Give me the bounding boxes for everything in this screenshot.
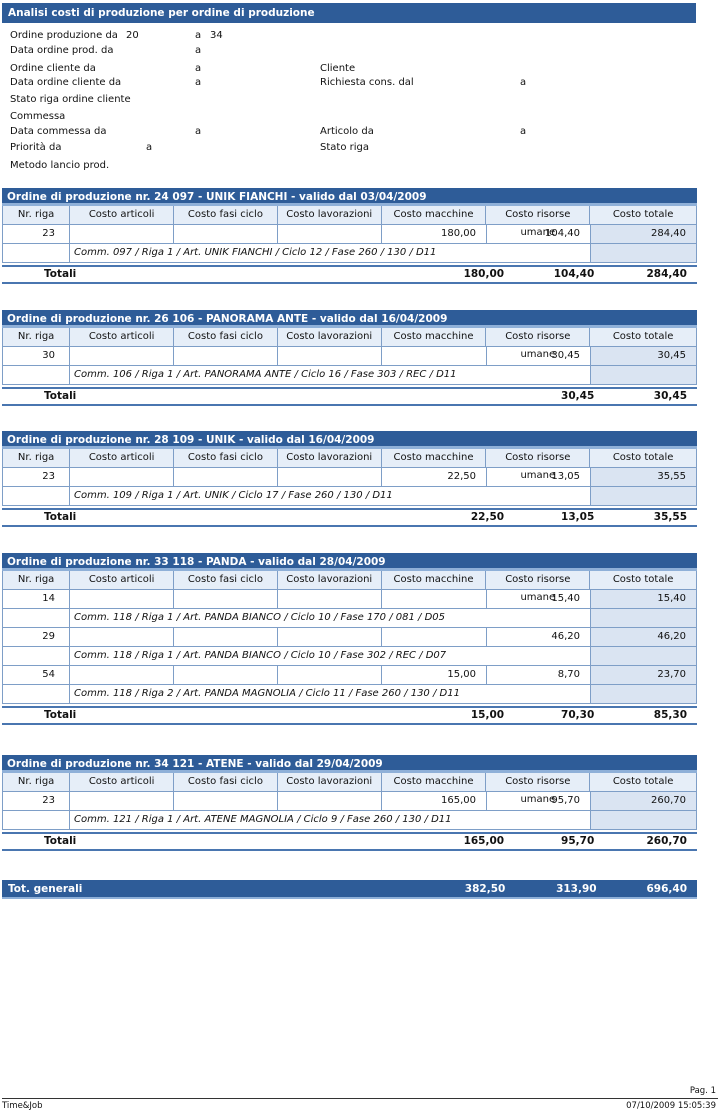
- report-title: Analisi costi di produzione per ordine di produzione: [2, 3, 696, 23]
- totals-macchine: [424, 389, 514, 404]
- filter-label: a: [195, 30, 202, 41]
- filter-label: a: [195, 45, 202, 56]
- filter-label: a: [195, 77, 202, 88]
- cell-risorse: 13,05: [486, 468, 590, 487]
- column-header: Costo articoli: [69, 449, 173, 467]
- column-header: Costo macchine: [381, 773, 486, 791]
- cell-totale: 23,70: [590, 666, 697, 685]
- cell-articoli: [69, 225, 173, 244]
- column-header: Costo articoli: [69, 206, 173, 224]
- desc-total-cell: [590, 487, 697, 506]
- column-header: Nr. riga: [2, 773, 69, 791]
- cell-lavorazioni: [277, 225, 381, 244]
- cell-fasi: [173, 590, 277, 609]
- desc-total-cell: [590, 609, 697, 628]
- filter-label: a: [146, 142, 153, 153]
- cell-totale: 46,20: [590, 628, 697, 647]
- cell-macchine: 165,00: [381, 792, 486, 811]
- desc-text: Comm. 118 / Riga 1 / Art. PANDA BIANCO / Ciclo 10 / Fase 170 / 081 / D05: [69, 609, 590, 628]
- desc-spacer: [2, 366, 69, 385]
- order-section: [2, 755, 697, 851]
- cell-macchine: [381, 347, 486, 366]
- desc-total-cell: [590, 647, 697, 666]
- desc-text: Comm. 097 / Riga 1 / Art. UNIK FIANCHI / Ciclo 12 / Fase 260 / 130 / D11: [69, 244, 590, 263]
- cell-nr: 54: [2, 666, 69, 685]
- desc-text: Comm. 118 / Riga 2 / Art. PANDA MAGNOLIA / Ciclo 11 / Fase 260 / 130 / D11: [69, 685, 590, 704]
- row-description: [2, 811, 697, 830]
- cell-lavorazioni: [277, 792, 381, 811]
- cell-totale: 284,40: [590, 225, 697, 244]
- totals-label: Totali: [44, 835, 77, 847]
- filter-label: Data commessa da: [10, 126, 107, 137]
- cell-macchine: [381, 628, 486, 647]
- order-section: [2, 310, 697, 406]
- cell-risorse: 30,45: [486, 347, 590, 366]
- grand-total-totale: 696,40: [646, 883, 688, 895]
- desc-spacer: [2, 609, 69, 628]
- column-header: Nr. riga: [2, 449, 69, 467]
- order-header: Ordine di produzione nr. 24 097 - UNIK FIANCHI - valido dal 03/04/2009: [2, 188, 697, 206]
- desc-total-cell: [590, 366, 697, 385]
- column-header: Costo fasi ciclo: [173, 328, 277, 346]
- cell-risorse: 104,40: [486, 225, 590, 244]
- order-header: Ordine di produzione nr. 34 121 - ATENE - valido dal 29/04/2009: [2, 755, 697, 773]
- cell-macchine: [381, 590, 486, 609]
- table-row: [2, 468, 697, 487]
- filter-label: Articolo da: [320, 126, 374, 137]
- totals-macchine: 180,00: [463, 268, 505, 280]
- grand-total-risorse: 313,90: [556, 883, 597, 895]
- totals-risorse: 95,70: [561, 835, 595, 847]
- desc-total-cell: [590, 811, 697, 830]
- column-header: Costo lavorazioni: [277, 773, 381, 791]
- column-header: Costo fasi ciclo: [173, 206, 277, 224]
- filter-value: 34: [210, 30, 223, 41]
- cell-risorse: 15,40: [486, 590, 590, 609]
- desc-spacer: [2, 244, 69, 263]
- column-header: Costo lavorazioni: [277, 449, 381, 467]
- cell-totale: 260,70: [590, 792, 697, 811]
- column-header: Costo macchine: [381, 328, 486, 346]
- filter-label: Cliente: [320, 63, 356, 74]
- filter-label: Stato riga ordine cliente: [10, 94, 131, 105]
- page-number: Pag. 1: [689, 1086, 716, 1096]
- column-header: Costo risorse umane: [485, 328, 589, 346]
- cell-nr: 30: [2, 347, 69, 366]
- grand-total-label: Tot. generali: [8, 883, 83, 895]
- totals-row: [2, 706, 697, 725]
- cell-fasi: [173, 225, 277, 244]
- order-section: [2, 553, 697, 725]
- desc-spacer: [2, 487, 69, 506]
- cell-totale: 35,55: [590, 468, 697, 487]
- column-header: Costo fasi ciclo: [173, 449, 277, 467]
- column-header: Costo totale: [589, 571, 697, 589]
- filter-label: a: [520, 77, 527, 88]
- grand-total-row: [2, 880, 697, 899]
- row-description: [2, 609, 697, 628]
- table-row: [2, 792, 697, 811]
- totals-risorse: 70,30: [561, 709, 595, 721]
- cell-articoli: [69, 347, 173, 366]
- totals-row: [2, 387, 697, 406]
- totals-row: [2, 265, 697, 284]
- totals-label: Totali: [44, 390, 77, 402]
- cell-articoli: [69, 792, 173, 811]
- cell-nr: 23: [2, 225, 69, 244]
- filter-label: Priorità da: [10, 142, 62, 153]
- totals-row: [2, 508, 697, 527]
- totals-label: Totali: [44, 268, 77, 280]
- column-header: Costo macchine: [381, 206, 486, 224]
- totals-risorse: 13,05: [561, 511, 595, 523]
- cell-nr: 29: [2, 628, 69, 647]
- totals-risorse: 104,40: [553, 268, 595, 280]
- cell-macchine: 22,50: [381, 468, 486, 487]
- row-description: [2, 685, 697, 704]
- row-description: [2, 366, 697, 385]
- column-header: Costo macchine: [381, 449, 486, 467]
- table-row: [2, 347, 697, 366]
- filter-label: Ordine produzione da: [10, 30, 118, 41]
- column-header: Costo fasi ciclo: [173, 571, 277, 589]
- filter-label: a: [195, 63, 202, 74]
- desc-total-cell: [590, 685, 697, 704]
- cell-nr: 23: [2, 792, 69, 811]
- filter-label: Stato riga: [320, 142, 369, 153]
- table-row: [2, 628, 697, 647]
- cell-fasi: [173, 628, 277, 647]
- cell-fasi: [173, 792, 277, 811]
- cell-articoli: [69, 666, 173, 685]
- desc-spacer: [2, 685, 69, 704]
- cell-risorse: 95,70: [486, 792, 590, 811]
- column-header: Costo lavorazioni: [277, 328, 381, 346]
- row-description: [2, 647, 697, 666]
- desc-text: Comm. 109 / Riga 1 / Art. UNIK / Ciclo 17 / Fase 260 / 130 / D11: [69, 487, 590, 506]
- footer-divider: [2, 1098, 718, 1099]
- table-row: [2, 666, 697, 685]
- desc-text: Comm. 118 / Riga 1 / Art. PANDA BIANCO / Ciclo 10 / Fase 302 / REC / D07: [69, 647, 590, 666]
- totals-totale: 284,40: [646, 268, 687, 280]
- cell-lavorazioni: [277, 347, 381, 366]
- column-header: Costo totale: [589, 206, 697, 224]
- column-header: Nr. riga: [2, 571, 69, 589]
- totals-spacer: [156, 834, 424, 849]
- totals-macchine: 15,00: [470, 709, 505, 721]
- cell-nr: 14: [2, 590, 69, 609]
- filter-label: a: [520, 126, 527, 137]
- totals-spacer: [156, 510, 424, 525]
- column-header: Costo articoli: [69, 773, 173, 791]
- cell-lavorazioni: [277, 590, 381, 609]
- desc-text: Comm. 121 / Riga 1 / Art. ATENE MAGNOLIA / Ciclo 9 / Fase 260 / 130 / D11: [69, 811, 590, 830]
- order-header: Ordine di produzione nr. 28 109 - UNIK - valido dal 16/04/2009: [2, 431, 697, 449]
- table-row: [2, 590, 697, 609]
- totals-label: Totali: [44, 511, 77, 523]
- cell-articoli: [69, 468, 173, 487]
- totals-totale: 30,45: [653, 390, 687, 402]
- cell-risorse: 8,70: [486, 666, 590, 685]
- totals-totale: 260,70: [646, 835, 687, 847]
- grand-total-macchine: 382,50: [464, 883, 506, 895]
- column-header: Costo fasi ciclo: [173, 773, 277, 791]
- totals-macchine: 22,50: [470, 511, 505, 523]
- cell-totale: 30,45: [590, 347, 697, 366]
- column-header: Costo totale: [589, 328, 697, 346]
- column-header: Costo lavorazioni: [277, 206, 381, 224]
- row-description: [2, 244, 697, 263]
- table-row: [2, 225, 697, 244]
- order-section: [2, 188, 697, 284]
- filter-label: Metodo lancio prod.: [10, 160, 110, 171]
- footer-app-name: Time&Job: [2, 1101, 43, 1111]
- column-header: Costo lavorazioni: [277, 571, 381, 589]
- filter-label: Richiesta cons. dal: [320, 77, 414, 88]
- cell-macchine: 15,00: [381, 666, 486, 685]
- column-header: Costo totale: [589, 449, 697, 467]
- column-header: Costo risorse umane: [485, 449, 589, 467]
- filter-label: Data ordine prod. da: [10, 45, 114, 56]
- row-description: [2, 487, 697, 506]
- cell-fasi: [173, 666, 277, 685]
- filter-label: Ordine cliente da: [10, 63, 96, 74]
- column-header: Costo risorse umane: [485, 206, 589, 224]
- cell-articoli: [69, 628, 173, 647]
- column-header: Nr. riga: [2, 328, 69, 346]
- column-header: Costo articoli: [69, 328, 173, 346]
- filter-label: a: [195, 126, 202, 137]
- desc-total-cell: [590, 244, 697, 263]
- totals-label: Totali: [44, 709, 77, 721]
- filter-value: 20: [126, 30, 139, 41]
- totals-spacer: [156, 389, 424, 404]
- filter-label: Data ordine cliente da: [10, 77, 122, 88]
- cell-fasi: [173, 468, 277, 487]
- column-header: Costo risorse umane: [485, 571, 589, 589]
- order-header: Ordine di produzione nr. 26 106 - PANORAMA ANTE - valido dal 16/04/2009: [2, 310, 697, 328]
- order-header: Ordine di produzione nr. 33 118 - PANDA - valido dal 28/04/2009: [2, 553, 697, 571]
- column-header: Costo articoli: [69, 571, 173, 589]
- grand-total-spacer: [152, 880, 424, 897]
- totals-risorse: 30,45: [561, 390, 595, 402]
- totals-totale: 85,30: [653, 709, 687, 721]
- cell-macchine: 180,00: [381, 225, 486, 244]
- filter-label: Commessa: [10, 111, 66, 122]
- cell-lavorazioni: [277, 628, 381, 647]
- totals-macchine: 165,00: [463, 835, 505, 847]
- totals-spacer: [156, 708, 424, 723]
- totals-totale: 35,55: [653, 511, 687, 523]
- cell-lavorazioni: [277, 666, 381, 685]
- column-header: Nr. riga: [2, 206, 69, 224]
- cell-lavorazioni: [277, 468, 381, 487]
- desc-spacer: [2, 647, 69, 666]
- desc-spacer: [2, 811, 69, 830]
- column-header: Costo risorse umane: [485, 773, 589, 791]
- column-header: Costo totale: [589, 773, 697, 791]
- totals-row: [2, 832, 697, 851]
- cell-fasi: [173, 347, 277, 366]
- cell-risorse: 46,20: [486, 628, 590, 647]
- column-header: Costo macchine: [381, 571, 486, 589]
- desc-text: Comm. 106 / Riga 1 / Art. PANORAMA ANTE / Ciclo 16 / Fase 303 / REC / D11: [69, 366, 590, 385]
- cell-nr: 23: [2, 468, 69, 487]
- order-section: [2, 431, 697, 527]
- cell-totale: 15,40: [590, 590, 697, 609]
- cell-articoli: [69, 590, 173, 609]
- totals-spacer: [156, 267, 424, 282]
- footer-timestamp: 07/10/2009 15:05:39: [626, 1101, 716, 1111]
